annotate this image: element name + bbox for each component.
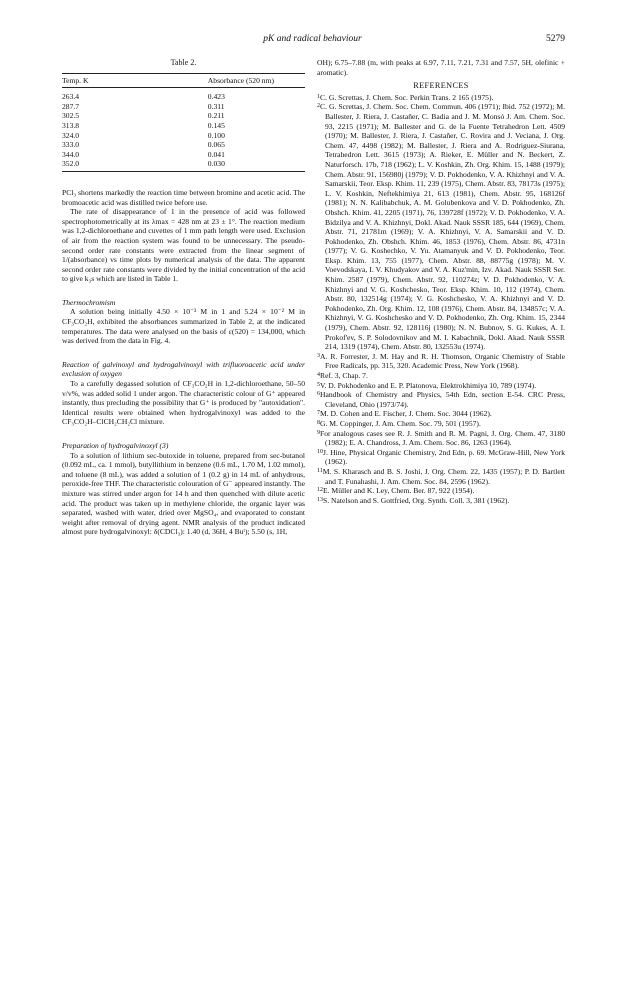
paragraph-thermochromism: A solution being initially 4.50 × 10⁻³ M in 1 and 5.24 × 10⁻² M in CF₃CO₂H, exhibited the absorbances summarized in Table 2, at the indicated temperatures. The data were analysed on the basis of ε(520) = 134,000, which was derived from the data in Fig. 4. — [62, 307, 305, 346]
reference-entry — [317, 409, 565, 419]
temperature-cell: 263.4 — [62, 92, 80, 102]
table-row — [62, 140, 305, 150]
absorbance-table — [62, 73, 305, 172]
reference-text: V. D. Pokhodenko and E. P. Platonova, Elektrokhimiya 10, 789 (1974). — [320, 380, 537, 390]
reference-entry — [317, 102, 565, 351]
absorbance-cell: 0.100 — [207, 130, 225, 140]
temperature-cell: 302.5 — [62, 111, 80, 121]
reference-number: 1 — [317, 93, 320, 100]
references-list — [317, 93, 565, 506]
reference-text: J. Hine, Physical Organic Chemistry, 2nd Edn, p. 69. McGraw-Hill, New York (1962). — [323, 447, 565, 467]
temperature-cell: 313.8 — [62, 120, 80, 130]
absorbance-cell: 0.041 — [207, 149, 225, 159]
reference-text: For analogous cases see R. J. Smith and R. M. Pagni, J. Org. Chem. 47, 3180 (1982); E. A. Chandross, J. Am. Chem. Soc. 86, 1263 (1964). — [320, 428, 565, 448]
heading-thermochromism: Thermochromism — [62, 297, 116, 307]
paragraph-preparation: To a solution of lithium sec-butoxide in toluene, prepared from sec-butanol (0.092 mL, ca. 1 mmol), butyllithium in benzene (0.6 mL, 1.70 M, 1.02 mmol), and toluene (8 mL), was added a solution of 1 (0.2 g) in 14 mL of anhydrous, peroxide-free THF. The characteristic colouration of G⁻ appeared instantly. The mixture was stirred under argon for 14 h and then quenched with dilute acetic acid. The product was taken up in methylene chloride, the organic layer was separated, washed with water, dried over MgSO₄, and evaporated to constant weight after removal of drying agent. NMR analysis of the product indicated almost pure hydrogalvinoxyl: δ(CDCl₃): 1.40 (d, 36H, 4 Buᵗ); 5.50 (s, 1H, — [62, 450, 305, 537]
heading-preparation: Preparation of hydrogalvinoxyl (3) — [62, 441, 169, 450]
reference-number: 8 — [317, 419, 320, 426]
reference-number: 3 — [317, 352, 320, 359]
absorbance-cell: 0.065 — [207, 140, 225, 150]
reference-entry — [317, 467, 565, 486]
paragraph-rate: The rate of disappearance of 1 in the presence of acid was followed spectrophotometrically at its λmax = 428 nm at 23 ± 1°. The reaction medium was 1,2-dichloroethane and cuvettes of 1 mm path length were used. Exclusion of air from the reaction system was found to be unnecessary. The pseudo-second order rate constants were extracted from the linear segment of 1/(absorbance) vs time plots by numerical analysis of the data. The apparent second order rate constants were divided by the initial concentration of the acid to give k₃s which are listed in Table 1. — [62, 207, 305, 284]
reference-entry — [317, 352, 565, 371]
paragraph-pcl3: PCl₃ shortens markedly the reaction time between bromine and acetic acid. The bromoacetic acid was distilled twice before use. — [62, 187, 305, 207]
reference-text: M. S. Kharasch and B. S. Joshi, J. Org. Chem. 22, 1435 (1957); P. D. Bartlett and T. Funahashi, J. Am. Chem. Soc. 84, 2596 (1962). — [322, 466, 565, 486]
table-row — [62, 102, 305, 112]
paragraph-reaction: To a carefully degassed solution of CF₃CO₂H in 1,2-dichloroethane, 50–50 v/v%, was added solid 1 under argon. The characteristic colour of G⁺ appeared instantly, thus precluding the possibility that G⁺ is produced by "autoxidation". Identical results were obtained when hydrogalvinoxyl was added to the CF₃CO₂H–ClCH₂CH₂Cl mixture. — [62, 379, 305, 427]
reference-entry — [317, 390, 565, 409]
table-row — [62, 111, 305, 121]
reference-entry — [317, 429, 565, 448]
reference-text: C. G. Screttas, J. Chem. Soc. Perkin Trans. 2 165 (1975). — [320, 92, 494, 102]
table-row — [62, 159, 305, 171]
temperature-cell: 344.0 — [62, 149, 80, 159]
reference-entry — [317, 448, 565, 467]
reference-text: G. M. Coppinger, J. Am. Chem. Soc. 79, 501 (1957). — [320, 418, 481, 428]
table-caption: Table 2. — [170, 58, 197, 67]
reference-number: 7 — [317, 410, 320, 417]
heading-reaction: Reaction of galvinoxyl and hydrogalvinoxyl with trifluoroacetic acid under exclusion of oxygen — [62, 359, 305, 379]
reference-text: Ref. 3, Chap. 7. — [320, 371, 368, 380]
running-header — [60, 34, 565, 48]
reference-number: 12 — [317, 487, 323, 494]
absorbance-cell: 0.030 — [207, 159, 225, 169]
reference-number: 9 — [317, 429, 320, 436]
reference-number: 5 — [317, 381, 320, 388]
reference-number: 6 — [317, 391, 320, 398]
reference-number: 11 — [317, 467, 323, 474]
table-row — [62, 131, 305, 141]
col-header-absorbance: Absorbance (520 nm) — [208, 73, 305, 88]
reference-text: A. R. Forrester, J. M. Hay and R. H. Thomson, Organic Chemistry of Stable Free Radicals, pp. 315, 320. Academic Press, New York (1968). — [320, 351, 565, 371]
temperature-cell: 352.0 — [62, 159, 80, 169]
temperature-cell: 324.0 — [62, 130, 80, 140]
reference-text: C. G. Screttas, J. Chem. Soc. Chem. Commun. 406 (1971); Ibid. 752 (1972); M. Ballester, J. Riera, J. Castañer, C. Badia and J. M. Monsó J. Am. Chem. Soc. 93, 2215 (1971); M. Ballester and G. de la Fuente Tetrahedron Lett. 4509 (1970); M. Ballester, J. Riera, J. Castañer, C. Rovira and J. Veciana, J. Org. Chem. 47, 4498 (1982); M. Ballester, J. Riera and A. Rodriguez-Siurana, Tetrahedron Lett. 3615 (1973); A. Rieker, E. Müller and N. Beckert, Z. Naturforsch. 17b, 718 (1962); L. V. Koshkin, Zh. Org. Khim. 15, 1488 (1979); Chem. Abstr. 91, 156980j (1979); V. D. Pokhodenko, V. A. Khizhnyi and V. A. Samarskii, Teor. Eksp. Khim. 11, 239 (1975), Chem. Abstr. 83, 78173s (1975); L. V. Koshkin, Neftekhimiya 21, 613 (1981), Chem. Abstr. 95, 168126f (1981); N. N. Kalibabchuk, A. M. Golubenkova and V. D. Pokhodenko, Zh. Obshch. Khim. 41, 2205 (1971), 76, 139728f (1972); V. D. Pokhodenko, V. A. Bidzilya and V. A. Khizhnyi, Dokl. Akad. Nauk SSSR 185, 644 (1969), Chem. Abstr. 71, 21781m (1969); V. A. Khizhnyi, V. A. Samarskii and V. D. Pokhodenko, Zh. Obshch. Khim. 46, 1853 (1976), Chem. Abstr. 86, 4731n (1977); V. G. Koshechko, V. Yu. Atamanyuk and V. D. Pokhodenko, Teor. Eksp. Khim. 13, 755 (1977), Chem. Abstr. 88, 88775g (1978); M. V. Voevodskaya, I. V. Khudyakov and V. A. Kuz'min, Izv. Akad. Nauk SSSR Ser. Khim. 2587 (1979), Chem. Abstr. 92, 110274z; V. D. Pokhodenko, V. A. Khizhnyi and V. G. Koshchesko, Teor. Eksp. Khim. 10, 112 (1974), Chem. Abstr. 80, 132514g (1974); V. G. Koshchesko, V. A. Khizhnyi and V. D. Pokhodenko, Zh. Org. Khim. 12, 108 (1976), Chem. Abstr. 84, 134857c; V. A. Khizhnyi, V. G. Koshchesko and V. D. Pokhodenko, Zh. Org. Khim. 15, 2344 (1979), Chem. Abstr. 92, 128116j (1980); N. N. Bubnov, S. G. Kukes, A. I. Prokof'ev, S. P. Solodovnikov and M. I. Kabachnik, Dokl. Akad. Nauk SSSR 214, 1319 (1974), Chem. Abstr. 80, 132553u (1974). — [320, 102, 565, 352]
reference-text: S. Natelson and S. Gottfried, Org. Synth. Coll. 3, 381 (1962). — [323, 495, 510, 505]
col-header-temp: Temp. K — [62, 73, 208, 88]
reference-number: 13 — [317, 496, 323, 503]
reference-entry — [317, 496, 565, 506]
reference-text: E. Müller and K. Ley, Chem. Ber. 87, 922 (1954). — [323, 486, 475, 496]
table-row — [62, 121, 305, 131]
reference-number: 10 — [317, 448, 323, 455]
left-column — [62, 58, 305, 537]
reference-text: M. D. Cohen and E. Fischer, J. Chem. Soc. 3044 (1962). — [320, 409, 492, 419]
table-row — [62, 92, 305, 102]
reference-entry — [317, 486, 565, 496]
reference-number: 2 — [317, 103, 320, 110]
absorbance-cell: 0.145 — [207, 120, 225, 130]
references-heading: REFERENCES — [413, 81, 469, 91]
reference-text: Handbook of Chemistry and Physics, 54th Edn, section E-54. CRC Press, Cleveland, Ohio (1973/74). — [320, 390, 565, 409]
reference-entry — [317, 381, 565, 391]
absorbance-cell: 0.311 — [207, 101, 225, 111]
reference-entry — [317, 93, 565, 103]
absorbance-cell: 0.423 — [207, 92, 225, 102]
absorbance-cell: 0.211 — [207, 111, 225, 121]
paragraph-nmr-continued: OH); 6.75–7.88 (m, with peaks at 6.97, 7.11, 7.21, 7.31 and 7.57, 5H, olefinic + aromatic). — [317, 58, 565, 77]
temperature-cell: 287.7 — [62, 101, 80, 111]
page-number: 5279 — [546, 34, 565, 44]
reference-entry — [317, 419, 565, 429]
table-row — [62, 150, 305, 160]
reference-number: 4 — [317, 372, 320, 378]
reference-entry — [317, 371, 565, 381]
temperature-cell: 333.0 — [62, 140, 80, 150]
right-column — [317, 58, 565, 505]
running-title: pK and radical behaviour — [263, 34, 362, 44]
